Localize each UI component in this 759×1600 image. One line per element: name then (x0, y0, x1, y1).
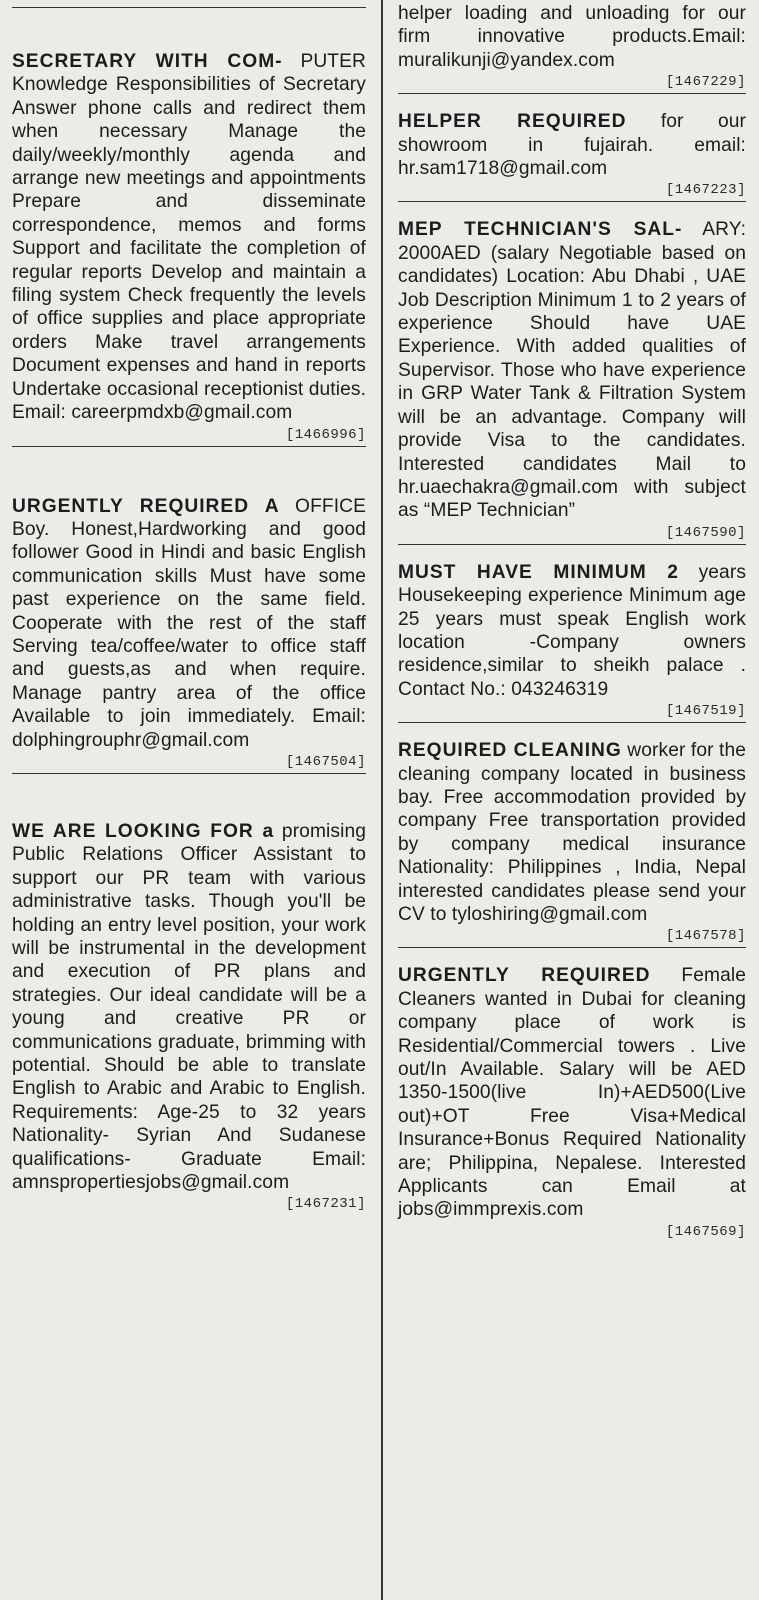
ad-text (12, 820, 366, 1195)
ad-body-text: for our showroom in fujairah. email: hr.sam1718@gmail.com (398, 111, 747, 180)
right-column (398, 0, 746, 1243)
ad-reference-code: [1467569] (665, 1223, 746, 1240)
ad-heading: REQUIRED CLEANING (398, 740, 622, 762)
ad-housekeeping (398, 561, 746, 720)
ad-reference-code: [1467223] (665, 182, 746, 199)
ad-separator (398, 201, 746, 202)
ad-loading-helper (398, 2, 746, 91)
ad-text (12, 495, 366, 752)
ad-heading: MUST HAVE MINIMUM 2 (398, 561, 679, 583)
ad-separator (398, 93, 746, 94)
ad-reference-code: [1467231] (285, 1196, 366, 1213)
ad-separator (398, 947, 746, 948)
ad-text (398, 964, 746, 1221)
ad-female-cleaners (398, 964, 746, 1240)
ad-text (12, 50, 366, 425)
ad-heading: MEP TECHNICIAN'S SAL- (398, 219, 683, 241)
ad-body-text: PUTER Knowledge Responsibilities of Secretary Answer phone calls and redirect them when necessary Manage the daily/weekly/monthly agenda and arrange new meetings and appointments Prepare and disseminate correspondence, memos and forms Support and facilitate the completion of regular reports Develop and maintain a filing system Check frequently the levels of office supplies and place appropriate orders Make travel arrangements Document expenses and hand in reports Undertake occasional receptionist duties. Email: careerpmdxb@gmail.com (12, 51, 366, 424)
ad-heading: URGENTLY REQUIRED A (12, 495, 280, 517)
ad-text (398, 2, 746, 72)
left-column (12, 0, 366, 1215)
ad-reference-code: [1467578] (665, 928, 746, 945)
ad-separator (12, 446, 366, 447)
ad-heading: WE ARE LOOKING FOR a (12, 820, 275, 842)
ad-cleaning-worker (398, 739, 746, 945)
ad-body-text: Female Cleaners wanted in Dubai for cleaning company place of work is Residential/Commercial towers . Live out/In Available. Salary will be AED 1350-1500(live In)+AED500(Live out)+OT Free Visa+Medical Insurance+Bonus Required Nationality are; Philippina, Nepalese. Interested Applicants can Email at jobs@immprexis.com (398, 965, 746, 1221)
ad-reference-code: [1467229] (665, 74, 746, 91)
ad-text (398, 218, 746, 522)
ad-heading: SECRETARY WITH COM- (12, 51, 283, 72)
ad-body-text: OFFICE Boy. Honest,Hardworking and good follower Good in Hindi and basic English communication skills Must have some past experience on the same field. Cooperate with the rest of the staff Serving tea/coffee/water to office staff and guests,as and when require. Manage pantry area of the office Available to join immediately. Email: dolphingrouphr@gmail.com (12, 495, 366, 751)
ad-text (398, 561, 746, 701)
ad-body-text: ARY: 2000AED (salary Negotiable based on candidates) Location: Abu Dhabi , UAE Job Description Minimum 1 to 2 years of experience Should have UAE Experience. With added qualities of Supervisor. Those who have experience in GRP Water Tank & Filtration System will be an advantage. Company will provide Visa to the candidates. Interested candidates Mail to hr.uaechakra@gmail.com with subject as “MEP Technician” (398, 219, 746, 522)
ad-reference-code: [1467519] (665, 703, 746, 720)
ad-helper-fujairah (398, 110, 746, 199)
ad-reference-code: [1466996] (285, 426, 366, 443)
ad-body-text: worker for the cleaning company located in business bay. Free accommodation provided by company Free transportation provided by company medical insurance Nationality: Philippines , India, Nepal interested candidates please send your CV to tyloshiring@gmail.com (398, 740, 747, 925)
ad-text (398, 739, 746, 926)
ad-separator (12, 773, 366, 774)
ad-office-boy (12, 495, 366, 771)
ad-heading: HELPER REQUIRED (398, 111, 627, 133)
column-divider (381, 0, 383, 1600)
ad-separator (398, 544, 746, 545)
ad-separator (398, 722, 746, 723)
ad-heading: URGENTLY REQUIRED (398, 965, 651, 987)
ad-text (398, 110, 746, 180)
ad-body-text: promising Public Relations Officer Assistant to support our PR team with various administrative tasks. Though you'll be holding an entry level position, your work will be instrumental in the development and execution of PR plans and strategies. Our ideal candidate will be a young and creative PR or communications graduate, brimming with potential. Should be able to translate English to Arabic and Arabic to English. Requirements: Age-25 to 32 years Nationality- Syrian And Sudanese qualifications- Graduate Email: amnspropertiesjobs@gmail.com (12, 820, 366, 1194)
ad-secretary (12, 50, 366, 444)
ad-body-text: years Housekeeping experience Minimum age 25 years must speak English work location -Company owners residence,similar to sheikh palace . Contact No.: 043246319 (398, 561, 747, 700)
ad-pr-assistant (12, 820, 366, 1214)
ad-reference-code: [1467590] (665, 524, 746, 541)
ad-separator (12, 7, 366, 8)
ad-reference-code: [1467504] (285, 753, 366, 770)
ad-body-text: helper loading and unloading for our firm innovative products.Email: muralikunji@yandex.com (398, 3, 746, 71)
ad-mep-technician (398, 218, 746, 541)
